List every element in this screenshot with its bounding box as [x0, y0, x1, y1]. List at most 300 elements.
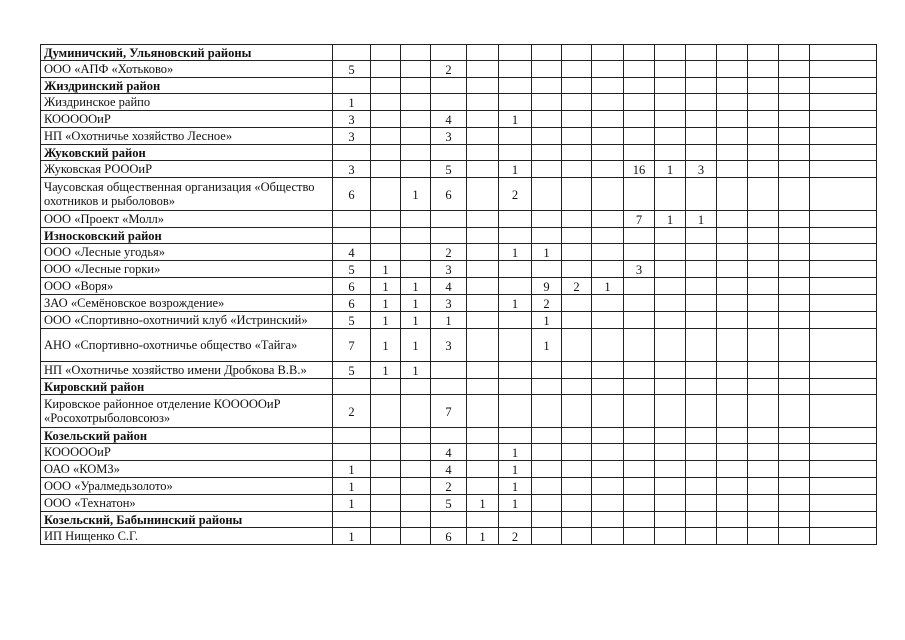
- value-cell: 1: [655, 161, 686, 178]
- value-cell: [532, 379, 562, 395]
- value-cell: [592, 94, 624, 111]
- value-cell: [717, 211, 748, 228]
- value-cell: [499, 211, 532, 228]
- value-cell: [624, 428, 655, 444]
- district-name: Жуковский район: [41, 145, 333, 161]
- value-cell: [371, 78, 401, 94]
- value-cell: [717, 329, 748, 362]
- value-cell: [467, 61, 499, 78]
- value-cell: [371, 228, 401, 244]
- value-cell: [499, 428, 532, 444]
- value-cell: [655, 94, 686, 111]
- organization-name: ООО «Спортивно-охотничий клуб «Истринский»: [41, 312, 333, 329]
- value-cell: [748, 128, 779, 145]
- value-cell: [748, 161, 779, 178]
- table-row: [41, 495, 877, 512]
- value-cell: [431, 379, 467, 395]
- value-cell: [431, 211, 467, 228]
- value-cell: 7: [431, 395, 467, 428]
- value-cell: [717, 362, 748, 379]
- value-cell: [810, 178, 877, 211]
- value-cell: [499, 278, 532, 295]
- value-cell: [779, 45, 810, 61]
- value-cell: 1: [371, 362, 401, 379]
- value-cell: 3: [431, 261, 467, 278]
- value-cell: 4: [431, 461, 467, 478]
- table-row: [41, 395, 877, 428]
- table-row: [41, 178, 877, 211]
- value-cell: [779, 261, 810, 278]
- value-cell: [717, 295, 748, 312]
- value-cell: [562, 461, 592, 478]
- value-cell: [717, 379, 748, 395]
- organization-name: АНО «Спортивно-охотничье общество «Тайга»: [41, 329, 333, 362]
- value-cell: [499, 128, 532, 145]
- value-cell: 6: [333, 178, 371, 211]
- value-cell: 6: [431, 528, 467, 545]
- value-cell: [562, 261, 592, 278]
- value-cell: [431, 94, 467, 111]
- value-cell: 1: [592, 278, 624, 295]
- value-cell: [333, 145, 371, 161]
- value-cell: [624, 395, 655, 428]
- value-cell: [532, 145, 562, 161]
- value-cell: [810, 244, 877, 261]
- district-name: Козельский район: [41, 428, 333, 444]
- value-cell: [592, 111, 624, 128]
- value-cell: [810, 312, 877, 329]
- table-row: [41, 329, 877, 362]
- value-cell: [779, 395, 810, 428]
- value-cell: [532, 528, 562, 545]
- value-cell: [467, 379, 499, 395]
- value-cell: [371, 379, 401, 395]
- value-cell: [401, 495, 431, 512]
- value-cell: [624, 78, 655, 94]
- value-cell: [717, 312, 748, 329]
- value-cell: [717, 45, 748, 61]
- value-cell: [467, 128, 499, 145]
- value-cell: [717, 228, 748, 244]
- table-row: [41, 528, 877, 545]
- value-cell: [431, 428, 467, 444]
- value-cell: [810, 278, 877, 295]
- value-cell: 1: [532, 312, 562, 329]
- value-cell: [717, 478, 748, 495]
- value-cell: 5: [333, 362, 371, 379]
- value-cell: [717, 61, 748, 78]
- value-cell: [562, 428, 592, 444]
- value-cell: [686, 261, 717, 278]
- value-cell: [779, 329, 810, 362]
- value-cell: [717, 444, 748, 461]
- table-row: [41, 128, 877, 145]
- value-cell: [810, 211, 877, 228]
- value-cell: 1: [333, 528, 371, 545]
- value-cell: 2: [499, 178, 532, 211]
- value-cell: 1: [499, 495, 532, 512]
- organization-name: КОООООиР: [41, 444, 333, 461]
- organization-name: ООО «Проект «Молл»: [41, 211, 333, 228]
- value-cell: 1: [499, 478, 532, 495]
- value-cell: 1: [499, 161, 532, 178]
- value-cell: [779, 145, 810, 161]
- value-cell: [499, 395, 532, 428]
- organization-name: НП «Охотничье хозяйство Лесное»: [41, 128, 333, 145]
- value-cell: [810, 78, 877, 94]
- value-cell: [810, 295, 877, 312]
- table-row: [41, 111, 877, 128]
- table-row: [41, 261, 877, 278]
- value-cell: [686, 444, 717, 461]
- value-cell: 1: [401, 362, 431, 379]
- value-cell: [371, 444, 401, 461]
- table-row: [41, 161, 877, 178]
- value-cell: [431, 145, 467, 161]
- value-cell: [592, 428, 624, 444]
- value-cell: 2: [333, 395, 371, 428]
- value-cell: [779, 244, 810, 261]
- value-cell: [592, 261, 624, 278]
- value-cell: [532, 211, 562, 228]
- value-cell: [717, 78, 748, 94]
- document-page: [40, 44, 866, 560]
- value-cell: [333, 78, 371, 94]
- value-cell: [431, 512, 467, 528]
- value-cell: 9: [532, 278, 562, 295]
- value-cell: [401, 379, 431, 395]
- value-cell: [624, 461, 655, 478]
- value-cell: 1: [467, 495, 499, 512]
- value-cell: [532, 461, 562, 478]
- value-cell: 1: [499, 444, 532, 461]
- organization-name: Жуковская РОООиР: [41, 161, 333, 178]
- value-cell: [401, 145, 431, 161]
- value-cell: [748, 78, 779, 94]
- value-cell: [532, 45, 562, 61]
- value-cell: 1: [499, 244, 532, 261]
- value-cell: [532, 228, 562, 244]
- value-cell: [779, 528, 810, 545]
- value-cell: [655, 395, 686, 428]
- value-cell: [562, 495, 592, 512]
- value-cell: 3: [624, 261, 655, 278]
- value-cell: [686, 478, 717, 495]
- value-cell: [655, 478, 686, 495]
- value-cell: [401, 244, 431, 261]
- value-cell: [779, 478, 810, 495]
- value-cell: [748, 261, 779, 278]
- value-cell: [467, 428, 499, 444]
- value-cell: 1: [333, 495, 371, 512]
- table-row: [41, 94, 877, 111]
- value-cell: 6: [333, 295, 371, 312]
- district-name: Жиздринский район: [41, 78, 333, 94]
- value-cell: [779, 295, 810, 312]
- value-cell: [499, 379, 532, 395]
- value-cell: [810, 362, 877, 379]
- value-cell: [810, 45, 877, 61]
- value-cell: [686, 128, 717, 145]
- district-header-row: [41, 228, 877, 244]
- value-cell: 2: [499, 528, 532, 545]
- value-cell: [655, 329, 686, 362]
- value-cell: [686, 145, 717, 161]
- value-cell: [779, 495, 810, 512]
- value-cell: [779, 428, 810, 444]
- value-cell: 1: [333, 478, 371, 495]
- value-cell: [748, 228, 779, 244]
- value-cell: [655, 61, 686, 78]
- value-cell: [562, 128, 592, 145]
- value-cell: 1: [401, 329, 431, 362]
- value-cell: [779, 111, 810, 128]
- value-cell: [401, 478, 431, 495]
- value-cell: 5: [333, 312, 371, 329]
- value-cell: [467, 362, 499, 379]
- value-cell: [810, 161, 877, 178]
- value-cell: 3: [686, 161, 717, 178]
- value-cell: [810, 111, 877, 128]
- value-cell: [748, 278, 779, 295]
- value-cell: [748, 478, 779, 495]
- organization-name: ЗАО «Семёновское возрождение»: [41, 295, 333, 312]
- value-cell: [686, 495, 717, 512]
- value-cell: 1: [371, 295, 401, 312]
- value-cell: [624, 295, 655, 312]
- value-cell: 1: [401, 312, 431, 329]
- value-cell: [810, 94, 877, 111]
- value-cell: [467, 278, 499, 295]
- hunting-grounds-table: [40, 44, 877, 545]
- value-cell: [499, 145, 532, 161]
- value-cell: [779, 228, 810, 244]
- value-cell: [748, 295, 779, 312]
- value-cell: [562, 61, 592, 78]
- value-cell: 5: [431, 161, 467, 178]
- organization-name: НП «Охотничье хозяйство имени Дробкова В.В.»: [41, 362, 333, 379]
- value-cell: [624, 362, 655, 379]
- value-cell: [748, 528, 779, 545]
- value-cell: [371, 178, 401, 211]
- value-cell: [562, 228, 592, 244]
- value-cell: [562, 379, 592, 395]
- value-cell: [810, 145, 877, 161]
- organization-name: ООО «Технатон»: [41, 495, 333, 512]
- value-cell: [467, 94, 499, 111]
- value-cell: [562, 362, 592, 379]
- value-cell: [748, 61, 779, 78]
- value-cell: [624, 312, 655, 329]
- value-cell: [624, 61, 655, 78]
- value-cell: [562, 145, 592, 161]
- value-cell: 2: [431, 61, 467, 78]
- value-cell: 1: [401, 178, 431, 211]
- value-cell: [467, 444, 499, 461]
- value-cell: 3: [333, 111, 371, 128]
- value-cell: [686, 278, 717, 295]
- value-cell: [532, 94, 562, 111]
- value-cell: [748, 244, 779, 261]
- value-cell: [592, 362, 624, 379]
- value-cell: [624, 145, 655, 161]
- value-cell: [532, 161, 562, 178]
- value-cell: [717, 512, 748, 528]
- value-cell: 1: [371, 312, 401, 329]
- value-cell: [371, 111, 401, 128]
- value-cell: [624, 94, 655, 111]
- value-cell: [401, 395, 431, 428]
- value-cell: [562, 528, 592, 545]
- value-cell: [467, 512, 499, 528]
- value-cell: [562, 78, 592, 94]
- value-cell: [467, 111, 499, 128]
- value-cell: [655, 379, 686, 395]
- value-cell: [779, 211, 810, 228]
- value-cell: [779, 312, 810, 329]
- value-cell: [655, 444, 686, 461]
- value-cell: 7: [624, 211, 655, 228]
- value-cell: [748, 94, 779, 111]
- value-cell: [748, 312, 779, 329]
- value-cell: [748, 329, 779, 362]
- value-cell: 1: [655, 211, 686, 228]
- value-cell: [371, 211, 401, 228]
- value-cell: [562, 478, 592, 495]
- value-cell: [592, 295, 624, 312]
- value-cell: [499, 261, 532, 278]
- value-cell: [686, 461, 717, 478]
- value-cell: [333, 444, 371, 461]
- value-cell: 1: [431, 312, 467, 329]
- value-cell: [779, 461, 810, 478]
- value-cell: [748, 461, 779, 478]
- value-cell: [562, 312, 592, 329]
- value-cell: [779, 444, 810, 461]
- value-cell: [371, 244, 401, 261]
- organization-name: ОАО «КОМЗ»: [41, 461, 333, 478]
- value-cell: 7: [333, 329, 371, 362]
- value-cell: [655, 145, 686, 161]
- value-cell: [810, 528, 877, 545]
- value-cell: 1: [499, 295, 532, 312]
- value-cell: 6: [333, 278, 371, 295]
- value-cell: 3: [333, 161, 371, 178]
- value-cell: [686, 428, 717, 444]
- value-cell: [655, 428, 686, 444]
- value-cell: 5: [333, 261, 371, 278]
- value-cell: 3: [431, 329, 467, 362]
- value-cell: [562, 111, 592, 128]
- district-name: Износковский район: [41, 228, 333, 244]
- value-cell: [624, 128, 655, 145]
- value-cell: [467, 78, 499, 94]
- value-cell: [592, 128, 624, 145]
- value-cell: [562, 512, 592, 528]
- table-row: [41, 312, 877, 329]
- organization-name: ООО «АПФ «Хотьково»: [41, 61, 333, 78]
- value-cell: [624, 228, 655, 244]
- value-cell: [562, 94, 592, 111]
- value-cell: [401, 111, 431, 128]
- value-cell: [686, 379, 717, 395]
- value-cell: [810, 495, 877, 512]
- value-cell: [401, 512, 431, 528]
- value-cell: [810, 61, 877, 78]
- value-cell: [655, 278, 686, 295]
- value-cell: [401, 45, 431, 61]
- organization-name: ИП Нищенко С.Г.: [41, 528, 333, 545]
- table-row: [41, 278, 877, 295]
- value-cell: [431, 78, 467, 94]
- value-cell: [686, 178, 717, 211]
- value-cell: [717, 461, 748, 478]
- value-cell: [779, 379, 810, 395]
- value-cell: [810, 228, 877, 244]
- value-cell: [431, 228, 467, 244]
- value-cell: 5: [333, 61, 371, 78]
- value-cell: 1: [371, 278, 401, 295]
- table-row: [41, 362, 877, 379]
- value-cell: [401, 61, 431, 78]
- value-cell: [717, 495, 748, 512]
- value-cell: [401, 461, 431, 478]
- value-cell: [431, 362, 467, 379]
- value-cell: [401, 228, 431, 244]
- value-cell: [810, 444, 877, 461]
- district-header-row: [41, 78, 877, 94]
- value-cell: [532, 61, 562, 78]
- value-cell: [624, 444, 655, 461]
- value-cell: [592, 228, 624, 244]
- value-cell: 1: [333, 461, 371, 478]
- district-header-row: [41, 379, 877, 395]
- value-cell: [467, 261, 499, 278]
- value-cell: [371, 512, 401, 528]
- value-cell: [655, 78, 686, 94]
- value-cell: [686, 362, 717, 379]
- value-cell: [371, 478, 401, 495]
- value-cell: [655, 128, 686, 145]
- value-cell: [748, 111, 779, 128]
- value-cell: [592, 478, 624, 495]
- value-cell: [401, 94, 431, 111]
- value-cell: 2: [431, 478, 467, 495]
- value-cell: [592, 312, 624, 329]
- value-cell: [686, 512, 717, 528]
- value-cell: [371, 395, 401, 428]
- value-cell: [624, 478, 655, 495]
- value-cell: [655, 362, 686, 379]
- value-cell: 1: [499, 111, 532, 128]
- value-cell: [592, 528, 624, 545]
- value-cell: [333, 228, 371, 244]
- value-cell: [810, 461, 877, 478]
- value-cell: [686, 45, 717, 61]
- value-cell: 4: [431, 444, 467, 461]
- table-row: [41, 444, 877, 461]
- value-cell: [717, 94, 748, 111]
- value-cell: [532, 362, 562, 379]
- district-header-row: [41, 512, 877, 528]
- value-cell: [748, 362, 779, 379]
- value-cell: [779, 78, 810, 94]
- value-cell: 3: [431, 128, 467, 145]
- value-cell: [748, 395, 779, 428]
- value-cell: [686, 244, 717, 261]
- value-cell: [810, 395, 877, 428]
- value-cell: [592, 379, 624, 395]
